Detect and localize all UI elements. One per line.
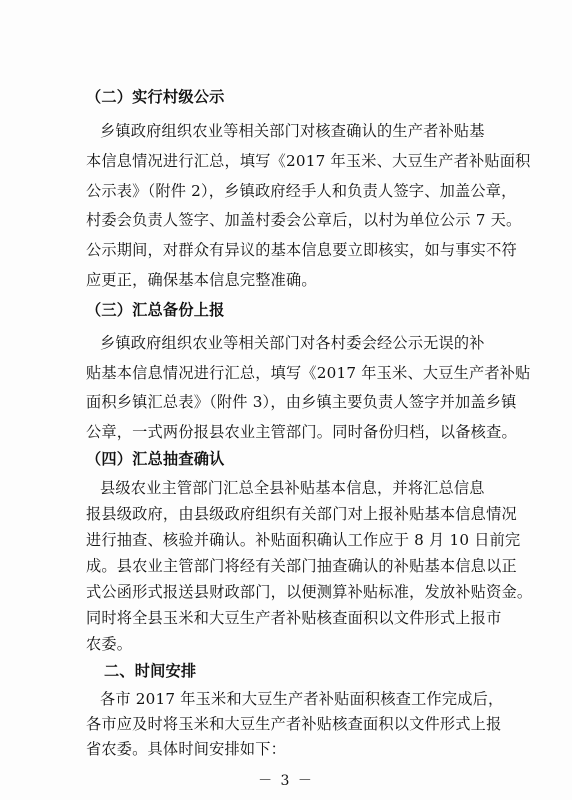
paragraph-line: 公示期间，对群众有异议的基本信息要立即核实，如与事实不符 bbox=[86, 241, 517, 259]
paragraph-line: 贴基本信息情况进行汇总，填写《2017 年玉米、大豆生产者补贴 bbox=[86, 364, 531, 382]
paragraph-line: 村委会负责人签字、加盖村委会公章后，以村为单位公示 7 天。 bbox=[86, 211, 522, 229]
section-heading: 二、时间安排 bbox=[104, 662, 197, 680]
paragraph-line: 公示表》（附件 2），乡镇政府经手人和负责人签字、加盖公章， bbox=[86, 182, 517, 200]
section-heading: （三）汇总备份上报 bbox=[86, 301, 225, 319]
section-heading: （四）汇总抽查确认 bbox=[86, 450, 225, 468]
paragraph-line: 乡镇政府组织农业等相关部门对核查确认的生产者补贴基 bbox=[100, 122, 485, 140]
paragraph-line: 进行抽查、核验并确认。补贴面积确认工作应于 8 月 10 日前完 bbox=[86, 531, 521, 549]
paragraph-line: 应更正，确保基本信息完整准确。 bbox=[86, 271, 317, 289]
paragraph-line: 农委。 bbox=[86, 635, 133, 653]
paragraph-line: 本信息情况进行汇总，填写《2017 年玉米、大豆生产者补贴面积 bbox=[86, 152, 531, 170]
page-number: － 3 － bbox=[258, 773, 314, 789]
paragraph-line: 各市 2017 年玉米和大豆生产者补贴面积核查工作完成后， bbox=[100, 690, 504, 708]
paragraph-line: 成。县农业主管部门将经有关部门抽查确认的补贴基本信息以正 bbox=[86, 557, 517, 575]
section-heading: （二）实行村级公示 bbox=[86, 88, 225, 106]
paragraph-line: 公章，一式两份报县农业主管部门。同时备份归档，以备核查。 bbox=[86, 423, 517, 441]
paragraph-line: 式公函形式报送县财政部门，以便测算补贴标准，发放补贴资金。 bbox=[86, 583, 533, 601]
paragraph-line: 省农委。具体时间安排如下： bbox=[86, 740, 287, 758]
paragraph-line: 面积乡镇汇总表》（附件 3），由乡镇主要负责人签字并加盖乡镇 bbox=[86, 393, 517, 411]
paragraph-line: 县级农业主管部门汇总全县补贴基本信息，并将汇总信息 bbox=[100, 479, 485, 497]
paragraph-line: 同时将全县玉米和大豆生产者补贴核查面积以文件形式上报市 bbox=[86, 609, 502, 627]
paragraph-line: 各市应及时将玉米和大豆生产者补贴核查面积以文件形式上报 bbox=[86, 715, 502, 733]
paragraph-line: 乡镇政府组织农业等相关部门对各村委会经公示无误的补 bbox=[100, 334, 485, 352]
paragraph-line: 报县级政府，由县级政府组织有关部门对上报补贴基本信息情况 bbox=[86, 505, 517, 523]
